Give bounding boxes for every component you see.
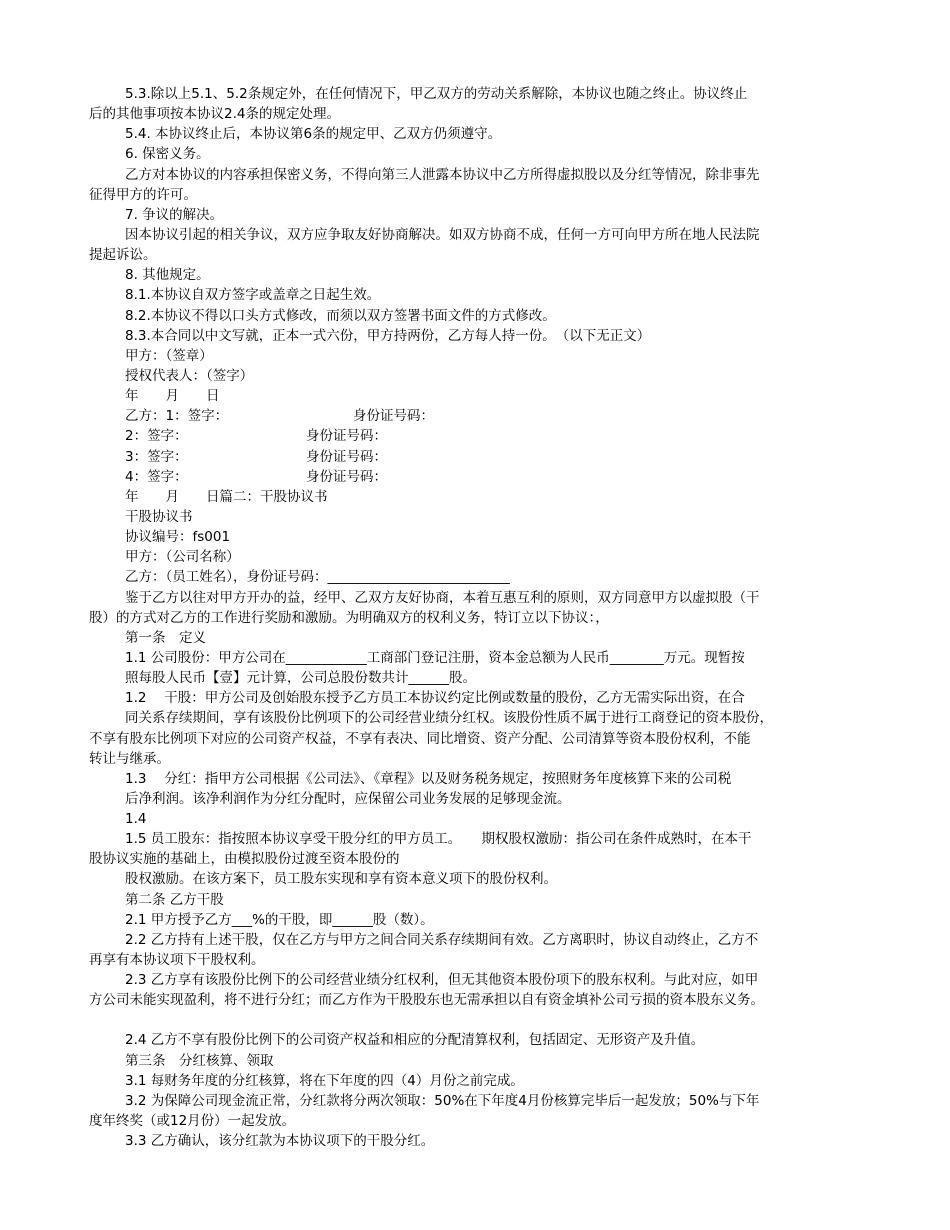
clause-2-2: 2.2 乙方持有上述干股，仅在乙方与甲方之间合同关系存续期间有效。乙方离职时，协议自动终止，乙方不 [125, 931, 759, 948]
article-1-heading: 第一条 定义 [125, 629, 206, 646]
preamble-cont: 股）的方式对乙方的工作进行奖励和激励。为明确双方的权利义务，特订立以下协议：， [89, 609, 609, 626]
clause-1-2-cont: 同关系存续期间，享有该股份比例项下的公司经营业绩分红权。该股份性质不属于进行工商登记的资本股份， [125, 710, 773, 727]
signature-row [89, 467, 864, 487]
clause-3-2-cont: 度年终奖（或12月份）一起发放。 [89, 1113, 296, 1130]
doc-title: 干股协议书 [125, 508, 193, 525]
date-line: 年 月 日 [125, 388, 220, 405]
clause-2-3: 2.3 乙方享有该股份比例下的公司经营业绩分红权利，但无其他资本股份项下的股东权利。与此对应，如甲 [125, 972, 759, 989]
clause-1-1-cont: 照每股人民币【壹】元计算，公司总股份数共计______股。 [125, 670, 476, 687]
date-and-part-two: 年 月 日篇二：干股协议书 [125, 488, 328, 505]
heading-confidentiality: 6. 保密义务。 [125, 146, 210, 163]
signature-row [89, 447, 864, 467]
clause-2-3-cont: 方公司未能实现盈利，将不进行分红；而乙方作为干股股东也无需承担以自有资金填补公司亏损的资本股东义务。 [89, 992, 764, 1009]
preamble: 鉴于乙方以往对甲方开办的益，经甲、乙双方友好协商，本着互惠互利的原则，双方同意甲方以虚拟股（干 [125, 589, 760, 606]
party-b: 乙方：（员工姓名），身份证号码：___________________________ [125, 569, 510, 586]
clause-1-5: 1.5 员工股东：指按照本协议享受干股分红的甲方员工。 期权股权激励：指公司在条件成熟时，在本干 [125, 831, 752, 848]
id-number-label: 身份证号码： [306, 428, 387, 445]
heading-other: 8. 其他规定。 [125, 267, 210, 284]
clause-1-4: 1.4 [125, 811, 147, 828]
heading-dispute: 7. 争议的解决。 [125, 206, 224, 223]
signature-row [89, 426, 864, 446]
clause-1-3: 1.3 分红：指甲方公司根据《公司法》、《章程》以及财务税务规定，按照财务年度核算下来的公司税 [125, 770, 732, 787]
signature-label: 2：签字： [125, 428, 188, 445]
confidentiality-text-cont: 征得甲方的许可。 [89, 186, 197, 203]
blank-line [89, 1010, 864, 1030]
clause-5-4: 5.4. 本协议终止后，本协议第6条的规定甲、乙双方仍须遵守。 [125, 126, 502, 143]
clause-1-5-cont: 股权激励。在该方案下，员工股东实现和享有资本意义项下的股份权利。 [125, 871, 557, 888]
clause-1-2-cont: 转让与继承。 [89, 750, 170, 767]
agreement-number: 协议编号：fs001 [125, 529, 231, 546]
clause-3-3: 3.3 乙方确认，该分红款为本协议项下的干股分红。 [125, 1133, 435, 1150]
article-2-heading: 第二条 乙方干股 [125, 891, 224, 908]
clause-8-2: 8.2.本协议不得以口头方式修改，而须以双方签署书面文件的方式修改。 [125, 307, 556, 324]
clause-2-1: 2.1 甲方授予乙方___%的干股，即______股（数）。 [125, 911, 434, 928]
confidentiality-text: 乙方对本协议的内容承担保密义务，不得向第三人泄露本协议中乙方所得虚拟股以及分红等情况，除非事先 [125, 166, 760, 183]
clause-1-5-cont: 股协议实施的基础上，由模拟股份过渡至资本股份的 [89, 851, 400, 868]
clause-1-1: 1.1 公司股份：甲方公司在____________工商部门登记注册，资本金总额为人民币________万元。现暂按 [125, 649, 745, 666]
clause-2-4: 2.4 乙方不享有股份比例下的公司资产权益和相应的分配清算权利，包括固定、无形资产及升值。 [125, 1032, 705, 1049]
article-3-heading: 第三条 分红核算、领取 [125, 1052, 274, 1069]
clause-1-2: 1.2 干股：甲方公司及创始股东授予乙方员工本协议约定比例或数量的股份，乙方无需实际出资，在合 [125, 690, 745, 707]
clause-5-3-cont: 后的其他事项按本协议2.4条的规定处理。 [89, 106, 340, 123]
clause-8-1: 8.1.本协议自双方签字或盖章之日起生效。 [125, 287, 381, 304]
clause-1-3-cont: 后净利润。该净利润作为分红分配时，应保留公司业务发展的足够现金流。 [125, 790, 571, 807]
dispute-text-cont: 提起诉讼。 [89, 247, 157, 264]
signature-label: 3：签字： [125, 448, 188, 465]
dispute-text: 因本协议引起的相关争议，双方应争取友好协商解决。如双方协商不成，任何一方可向甲方所在地人民法院 [125, 226, 760, 243]
signature-label: 4：签字： [125, 468, 188, 485]
clause-1-2-cont: 不享有股东比例项下对应的公司资产权益，不享有表决、同比增资、资产分配、公司清算等资本股份权利，不能 [89, 730, 751, 747]
clause-2-2-cont: 再享有本协议项下干股权利。 [89, 952, 265, 969]
id-number-label: 身份证号码： [306, 448, 387, 465]
id-number-label: 身份证号码： [306, 468, 387, 485]
document-page [89, 84, 864, 1151]
clause-3-1: 3.1 每财务年度的分红核算，将在下年度的四（4）月份之前完成。 [125, 1072, 524, 1089]
authorized-rep: 授权代表人：（签字） [125, 367, 254, 384]
clause-3-2: 3.2 为保障公司现金流正常，分红款将分两次领取：50%在下年度4月份核算完毕后一起发放；50%与下年 [125, 1092, 760, 1109]
id-number-label: 身份证号码： [353, 408, 434, 425]
clause-5-3: 5.3.除以上5.1、5.2条规定外，在任何情况下，甲乙双方的劳动关系解除，本协议也随之终止。协议终止 [125, 86, 748, 102]
clause-8-3: 8.3.本合同以中文写就，正本一式六份，甲方持两份，乙方每人持一份。 （以下无正文） [125, 327, 651, 344]
party-a-seal: 甲方：（签章） [125, 347, 213, 364]
party-a: 甲方：（公司名称） [125, 549, 240, 566]
signature-row [89, 406, 864, 426]
signature-label: 乙方：1：签字： [125, 408, 229, 425]
